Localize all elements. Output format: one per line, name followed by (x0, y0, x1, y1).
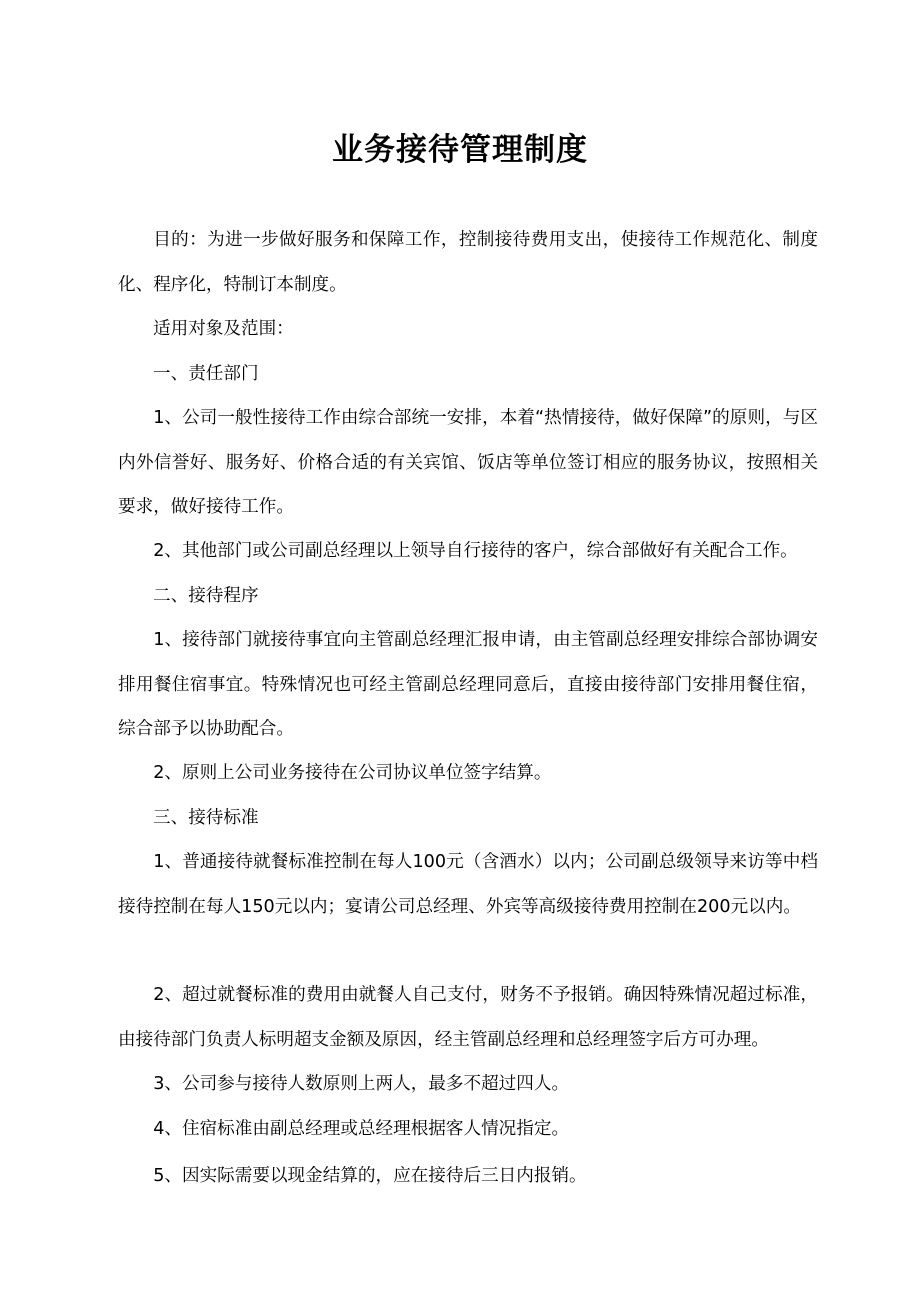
paragraph-2-1: 1、接待部门就接待事宜向主管副总经理汇报申请，由主管副总经理安排综合部协调安排用餐住宿事宜。特殊情况也可经主管副总经理同意后，直接由接待部门安排用餐住宿，综合部予以协助配合。 (118, 630, 818, 739)
section-heading-3: 三、接待标准 (153, 808, 259, 828)
paragraph-scope-heading: 适用对象及范围： (153, 319, 294, 339)
paragraph-2-2: 2、原则上公司业务接待在公司协议单位签字结算。 (153, 763, 552, 783)
section-heading-1: 一、责任部门 (153, 364, 259, 384)
paragraph-3-3: 3、公司参与接待人数原则上两人，最多不超过四人。 (153, 1074, 570, 1094)
paragraph-purpose: 目的：为进一步做好服务和保障工作，控制接待费用支出，使接待工作规范化、制度化、程序化，特制订本制度。 (118, 230, 818, 295)
paragraph-3-5: 5、因实际需要以现金结算的，应在接待后三日内报销。 (153, 1166, 587, 1186)
paragraph-3-1: 1、普通接待就餐标准控制在每人100元（含酒水）以内；公司副总级领导来访等中档接待控制在每人150元以内；宴请公司总经理、外宾等高级接待费用控制在200元以内。 (118, 852, 818, 917)
document-title: 业务接待管理制度 (332, 132, 588, 168)
section-heading-2: 二、接待程序 (153, 586, 259, 606)
paragraph-1-1: 1、公司一般性接待工作由综合部统一安排，本着“热情接待，做好保障”的原则，与区内外信誉好、服务好、价格合适的有关宾馆、饭店等单位签订相应的服务协议，按照相关要求，做好接待工作。 (118, 408, 818, 517)
paragraph-1-2: 2、其他部门或公司副总经理以上领导自行接待的客户，综合部做好有关配合工作。 (153, 541, 798, 561)
paragraph-3-4: 4、住宿标准由副总经理或总经理根据客人情况指定。 (153, 1119, 570, 1139)
paragraph-3-2: 2、超过就餐标准的费用由就餐人自己支付，财务不予报销。确因特殊情况超过标准，由接待部门负责人标明超支金额及原因，经主管副总经理和总经理签字后方可办理。 (118, 985, 818, 1050)
